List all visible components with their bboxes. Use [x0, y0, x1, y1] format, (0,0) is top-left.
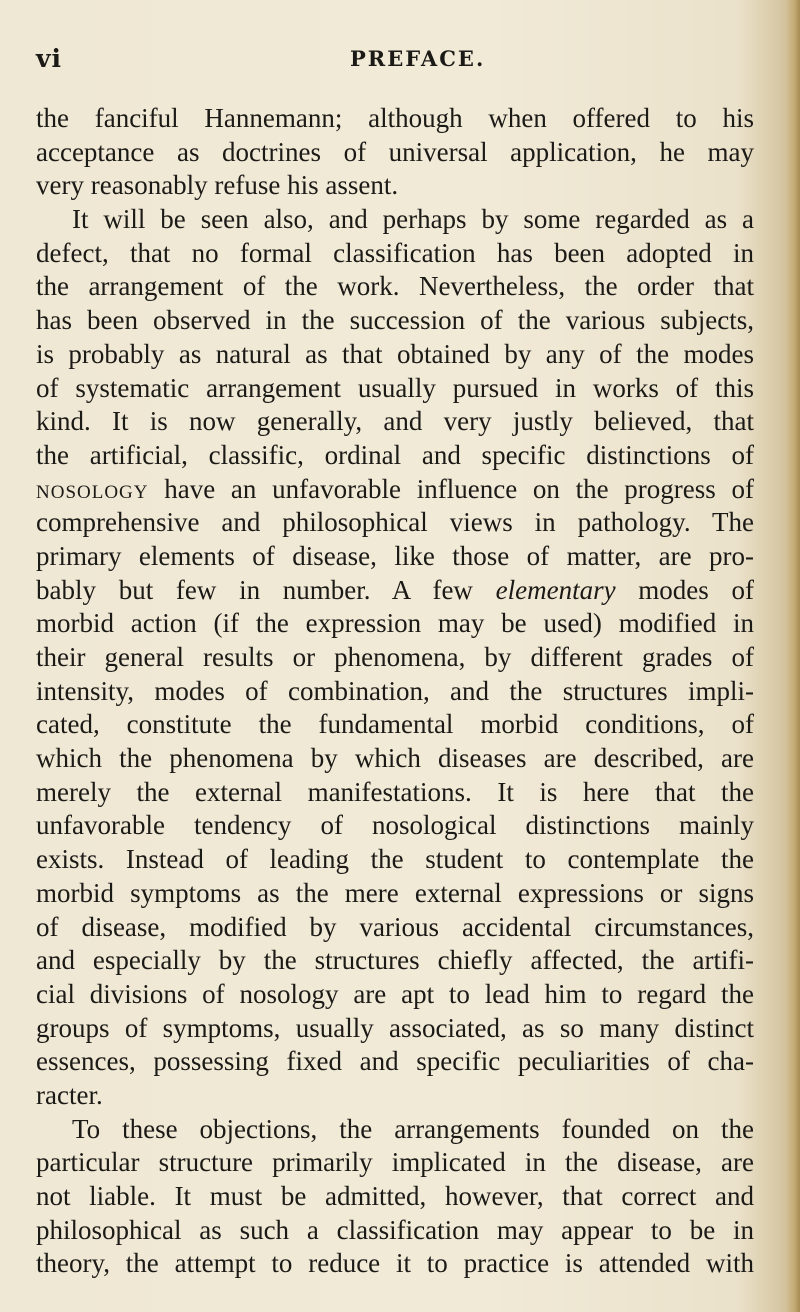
text-line: very reasonably refuse his assent. [36, 170, 399, 201]
text-line: philosophical as such a classification may appear to be in [36, 1214, 754, 1245]
text-line: kind. It is now generally, and very justly believed, that [36, 406, 754, 437]
text-line: comprehensive and philosophical views in pathology. The [36, 507, 754, 538]
text-line: unfavorable tendency of nosological distinctions mainly [36, 810, 754, 841]
text-line: racter. [36, 1079, 103, 1110]
text-line: is probably as natural as that obtained by any of the modes [36, 338, 754, 369]
text-fragment: bably but few in number. A few [36, 574, 496, 605]
text-line: cated, constitute the fundamental morbid conditions, of [36, 709, 754, 740]
text-line: the artificial, classific, ordinal and specific distinctions of [36, 439, 754, 470]
text-line: To these objections, the arrangements founded on the [72, 1113, 754, 1144]
text-line: particular structure primarily implicated in the disease, are [36, 1147, 754, 1178]
text-line: not liable. It must be admitted, however, that correct and [36, 1181, 754, 1211]
text-line: primary elements of disease, like those of matter, are pro- [36, 540, 754, 571]
text-fragment: modes of [615, 574, 754, 605]
text-line: intensity, modes of combination, and the structures impli- [36, 675, 754, 706]
page-number: vi [36, 44, 63, 73]
text-fragment: have an unfavorable influence on the progress of [148, 473, 754, 504]
text-line: cial divisions of nosology are apt to lead him to regard the [36, 978, 754, 1009]
text-line: exists. Instead of leading the student to contemplate the [36, 844, 754, 875]
text-line: the fanciful Hannemann; although when offered to his [36, 103, 754, 133]
nosology-smallcaps: nosology [36, 473, 149, 504]
text-line: acceptance as doctrines of universal application, he may [36, 136, 754, 167]
text-line: which the phenomena by which diseases are described, are [36, 743, 754, 774]
body-text [36, 102, 754, 1281]
text-line: morbid symptoms as the mere external expressions or signs [36, 877, 754, 908]
text-line: theory, the attempt to reduce it to practice is attended with [36, 1248, 754, 1279]
text-line [36, 574, 754, 608]
running-head: PREFACE. [350, 46, 486, 71]
page-header [36, 44, 756, 74]
text-line: the arrangement of the work. Nevertheless, the order that [36, 271, 754, 302]
page-edge-shadow [786, 0, 800, 1312]
text-line: essences, possessing fixed and specific peculiarities of cha- [36, 1046, 754, 1077]
text-line: and especially by the structures chiefly affected, the artifi- [36, 945, 754, 976]
text-line: of disease, modified by various accidental circumstances, [36, 911, 754, 942]
text-line [36, 473, 754, 507]
text-line: groups of symptoms, usually associated, as so many distinct [36, 1012, 754, 1043]
text-line: of systematic arrangement usually pursued in works of this [36, 372, 754, 403]
text-line: has been observed in the succession of the various subjects, [36, 305, 754, 336]
text-line: morbid action (if the expression may be used) modified in [36, 608, 754, 639]
text-line: their general results or phenomena, by different grades of [36, 642, 754, 672]
text-line: It will be seen also, and perhaps by some regarded as a [72, 204, 754, 235]
italic-emphasis: elementary [495, 574, 616, 605]
text-line: defect, that no formal classification has been adopted in [36, 237, 754, 268]
text-line: merely the external manifestations. It is here that the [36, 776, 754, 807]
